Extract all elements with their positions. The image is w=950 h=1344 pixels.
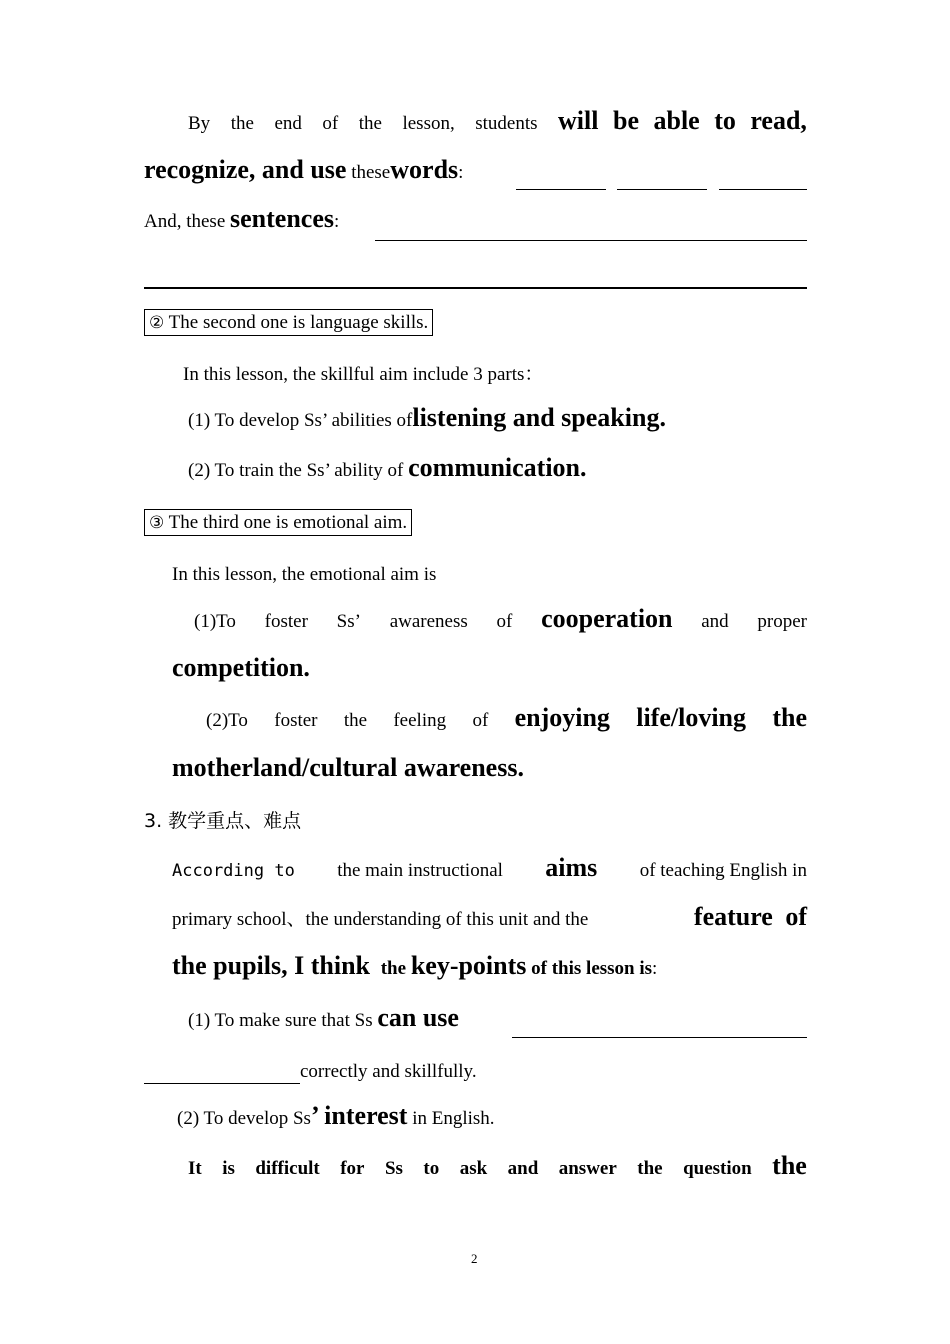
word: students [475,113,538,134]
word: for [340,1158,365,1179]
word: feeling [393,710,447,731]
word: By [188,113,211,134]
word: the [343,710,368,731]
circled-number: ③ [149,513,165,533]
word: of [322,113,339,134]
text: primary school、the understanding of this unit and the [172,909,589,930]
bold-phrase: will be able to read, [558,106,807,135]
circled-number: ② [149,313,165,333]
heading-text: The second one is language skills. [168,312,429,333]
bold-word: life/loving [636,703,747,732]
word: foster [274,710,318,731]
blank-line [516,189,606,190]
word: to [423,1158,440,1179]
difficult-point-line [188,1153,807,1179]
bold-phrase: feature of [693,902,807,931]
word: of [496,611,513,632]
key-point-1 [188,1005,459,1031]
objectives-line-2 [144,157,463,183]
objectives-line-3 [144,206,339,232]
key-point-2 [177,1103,495,1129]
word: It [188,1158,202,1179]
word: is [222,1158,235,1179]
word: lesson, [402,113,455,134]
word: Ss’ [336,611,361,632]
bold-word: cooperation [541,604,673,633]
emotional-item-1 [194,606,807,632]
word: question [683,1158,752,1179]
word: end [274,113,302,134]
bold-word: aims [545,853,598,882]
bold-phrase: the pupils, I think [172,951,370,980]
bold-phrase: can use [377,1003,459,1032]
bold-phrase: listening and speaking. [412,403,666,432]
objectives-line-1 [188,108,807,134]
bold-phrase: of this lesson is [531,958,653,979]
bold-word: key-points [410,951,527,980]
section-3-heading [144,513,412,532]
bold-word: the [772,703,807,732]
bold-phrase: recognize, and use [144,155,347,184]
text: (2) To develop Ss [177,1108,311,1129]
boxed-heading [144,509,412,536]
heading-text: The third one is emotional aim. [168,512,408,533]
word: these [351,162,391,183]
text: (2) To train the Ss’ ability of [188,460,404,481]
bold-word: words [390,155,459,184]
blank-line [512,1037,807,1038]
word: the [637,1158,663,1179]
blank-line-full [144,287,807,289]
word: and [701,611,729,632]
key-points-line-1 [172,855,807,881]
emotional-item-2 [206,705,807,731]
section-2-intro: In this lesson, the skillful aim include 3 parts： [183,364,544,385]
bold-word: the [380,958,407,979]
key-points-line-2 [172,904,807,930]
blank-line [375,240,807,241]
word: foster [264,611,308,632]
key-point-1-continuation: correctly and skillfully. [300,1061,477,1082]
word: the [230,113,254,134]
colon: : [652,958,658,979]
section-key-points-heading: 3. 教学重点、难点 [144,810,302,832]
text: the main instructional [337,860,503,881]
blank-line [144,1083,300,1084]
word: the [358,113,382,134]
blank-line [719,189,807,190]
section-3-intro: In this lesson, the emotional aim is [172,564,437,585]
bold-word: sentences [230,204,334,233]
skill-item-2 [188,455,587,481]
page-number: 2 [471,1251,478,1266]
word: proper [757,611,807,632]
word: of [472,710,489,731]
bold-phrase: communication. [408,453,587,482]
key-points-line-3 [172,953,657,979]
text: in English. [412,1108,495,1129]
boxed-heading [144,309,433,336]
text: of teaching English in [639,860,807,881]
word: Ss [384,1158,403,1179]
bold-word: enjoying [514,703,610,732]
skill-item-1 [188,405,666,431]
text: And, these [144,211,226,232]
emotional-item-2-continuation: motherland/cultural awareness. [172,753,524,782]
word: and [507,1158,539,1179]
colon: : [334,211,340,232]
word: difficult [255,1158,320,1179]
word: (2)To [206,710,248,731]
word: ask [459,1158,488,1179]
emotional-item-1-continuation: competition. [172,653,310,682]
colon: : [458,162,464,183]
word: answer [558,1158,617,1179]
bold-phrase: ’ interest [310,1101,408,1130]
section-2-heading [144,313,433,332]
word: (1)To [194,611,236,632]
mono-text: According to [172,861,295,881]
text: (1) To develop Ss’ abilities of [188,410,413,431]
bold-word: the [772,1151,807,1180]
text: (1) To make sure that Ss [188,1010,373,1031]
blank-line [617,189,707,190]
word: awareness [389,611,468,632]
